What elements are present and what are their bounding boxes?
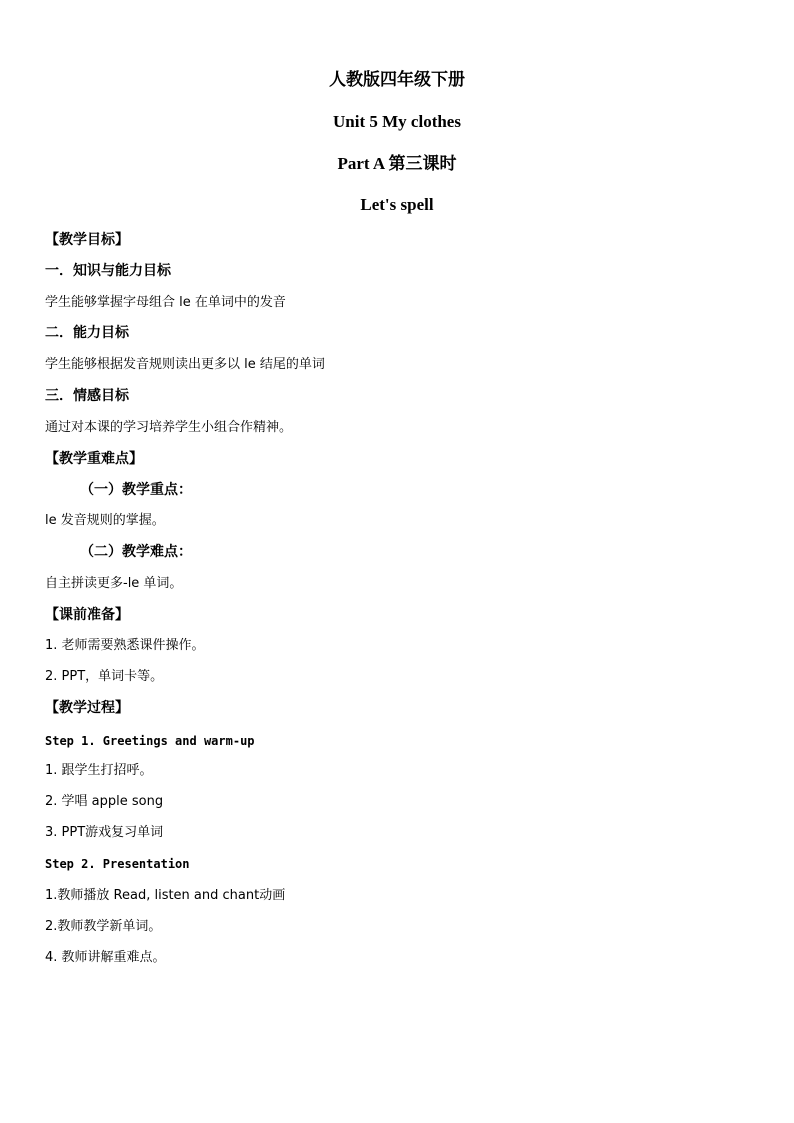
goals-heading: 【教学目标】 [45, 232, 129, 248]
step-2-item: 2.教师教学新单词。 [45, 919, 162, 934]
step-1-item: 1. 跟学生打招呼。 [45, 763, 153, 778]
step-1-heading: Step 1. Greetings and warm-up [45, 734, 255, 748]
step-2-item: 4. 教师讲解重难点。 [45, 950, 166, 965]
goal-3-heading: 三．情感目标 [45, 388, 129, 404]
goal-1-text: 学生能够掌握字母组合 le 在单词中的发音 [45, 295, 286, 310]
preparation-item: 2. PPT，单词卡等。 [45, 669, 164, 684]
key-point-text: le 发音规则的掌握。 [45, 513, 165, 528]
goal-1-heading: 一．知识与能力目标 [45, 263, 171, 279]
difficulty-heading: （二）教学难点： [80, 544, 192, 560]
step-1-item: 3. PPT游戏复习单词 [45, 825, 164, 840]
preparation-item: 1. 老师需要熟悉课件操作。 [45, 638, 205, 653]
step-2-item: 1.教师播放 Read, listen and chant动画 [45, 888, 286, 903]
key-point-heading: （一）教学重点： [80, 482, 192, 498]
goal-2-text: 学生能够根据发音规则读出更多以 le 结尾的单词 [45, 357, 325, 372]
doc-title: 人教版四年级下册 [329, 70, 465, 89]
goal-3-text: 通过对本课的学习培养学生小组合作精神。 [45, 420, 293, 435]
step-1-item: 2. 学唱 apple song [45, 794, 164, 809]
part-title: Part A 第三课时 [337, 154, 457, 173]
process-heading: 【教学过程】 [45, 700, 129, 716]
step-2-heading: Step 2. Presentation [45, 857, 190, 871]
lesson-title: Let's spell [360, 195, 434, 214]
unit-title: Unit 5 My clothes [333, 112, 461, 131]
difficulty-text: 自主拼读更多-le 单词。 [45, 576, 183, 591]
key-points-heading: 【教学重难点】 [45, 451, 143, 467]
goal-2-heading: 二．能力目标 [45, 325, 129, 341]
preparation-heading: 【课前准备】 [45, 607, 129, 623]
